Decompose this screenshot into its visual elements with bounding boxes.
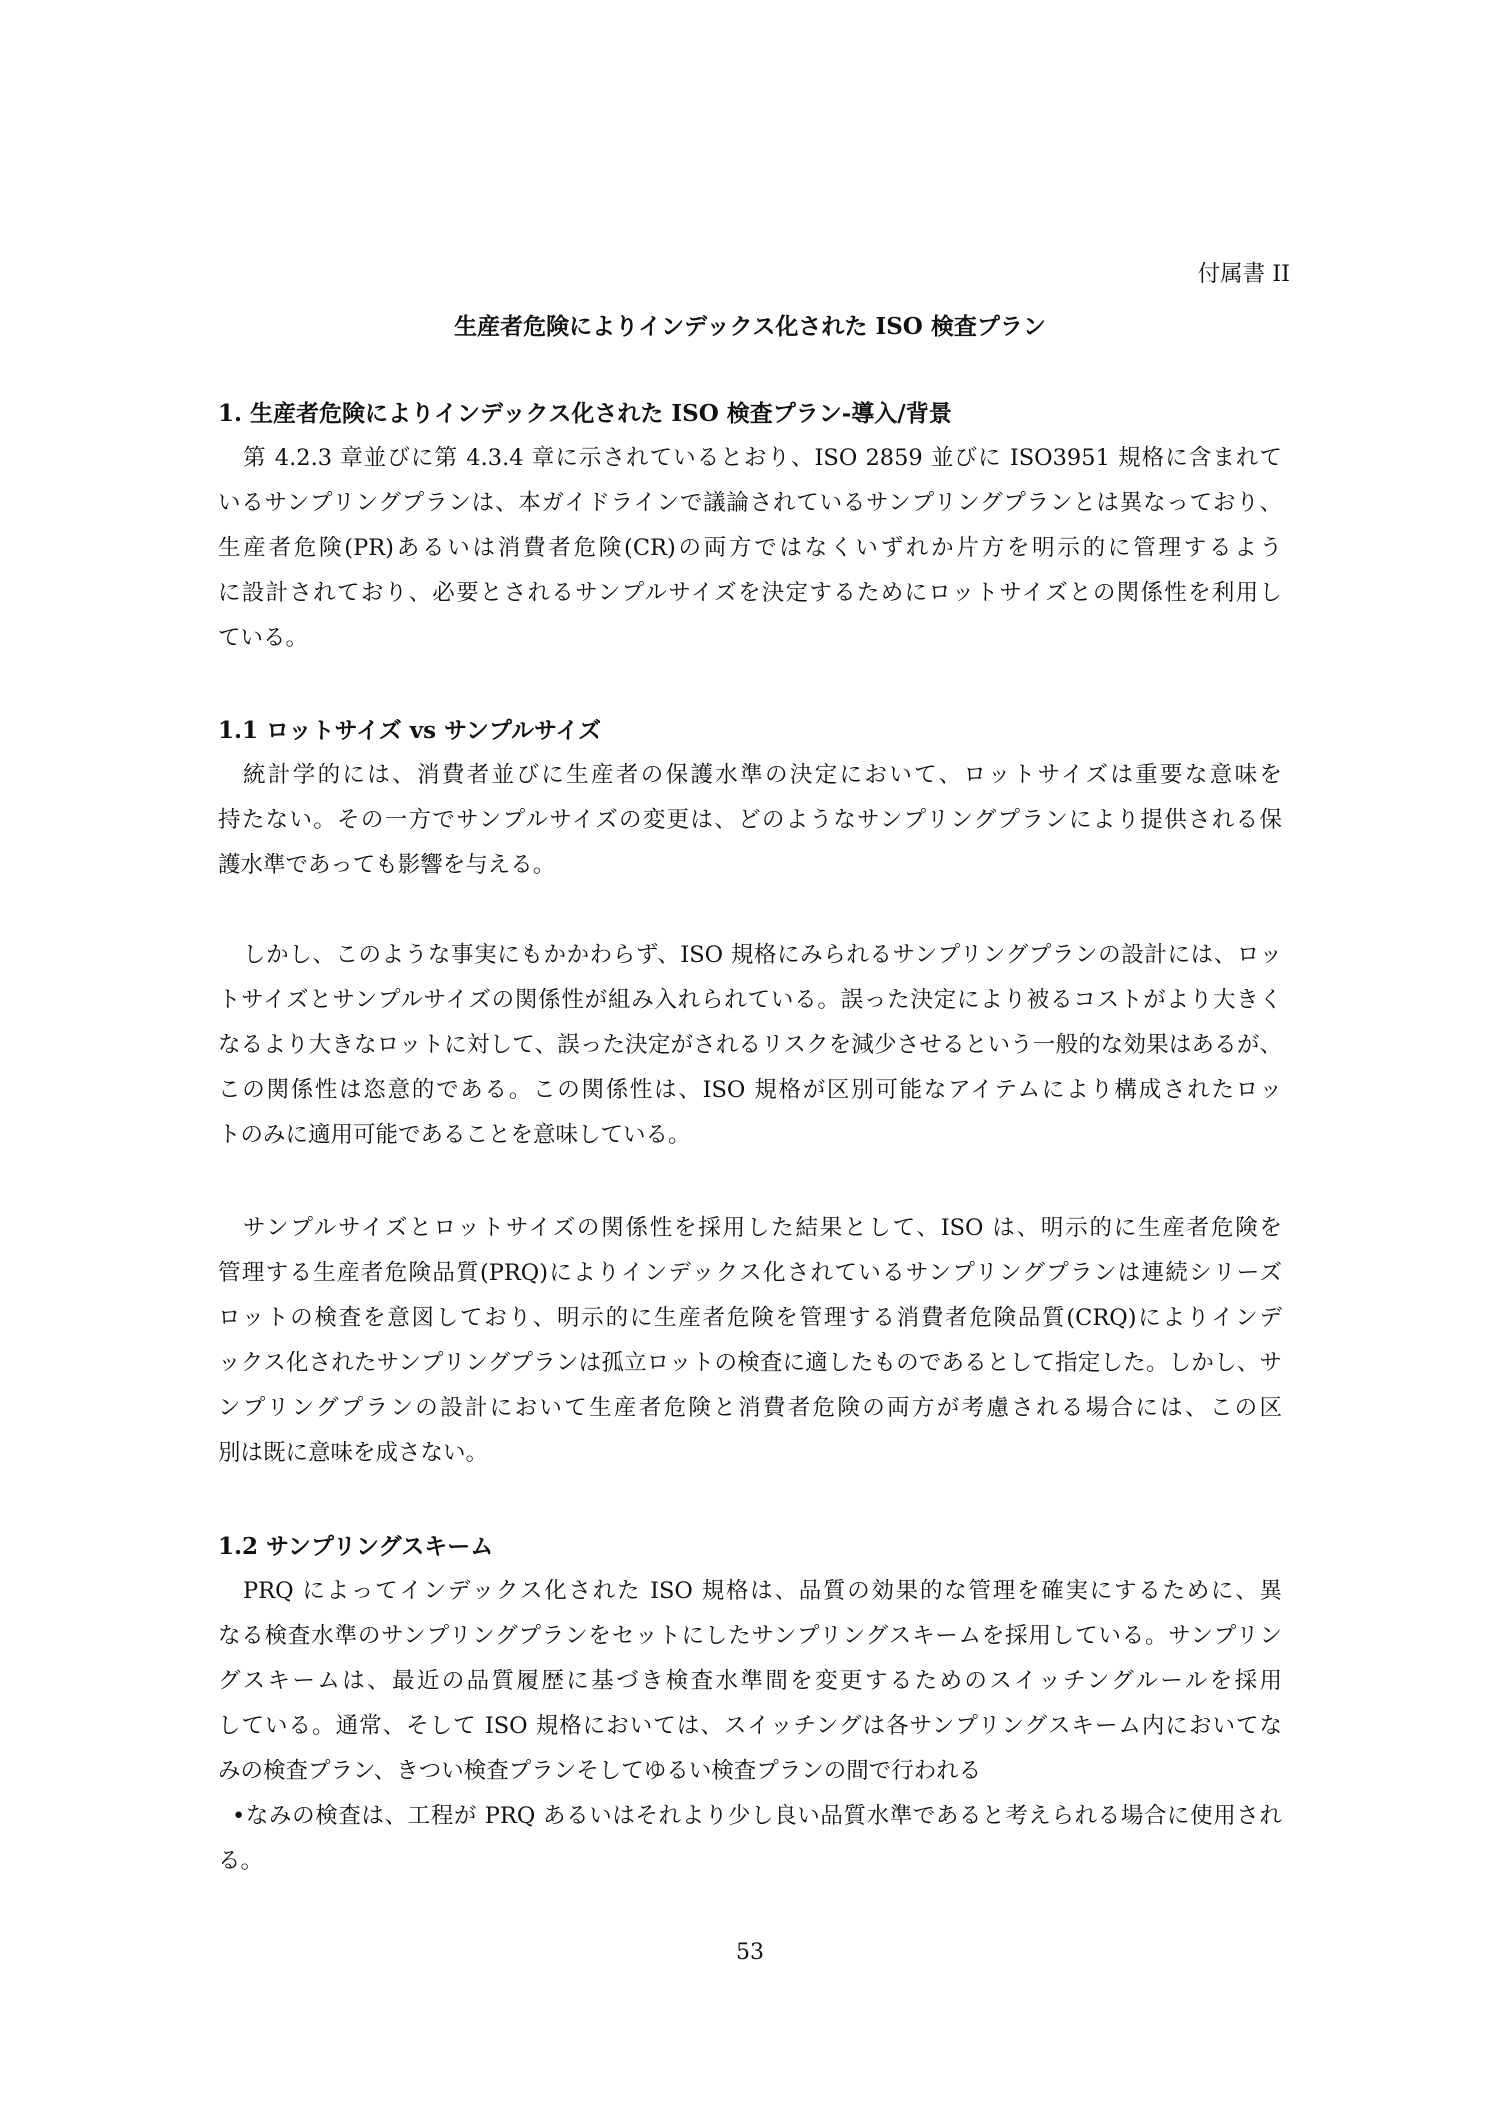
text-line: 第 4.2.3 章並びに第 4.3.4 章に示されているとおり、ISO 2859 並びに ISO3951 規格に含まれて (243, 445, 1282, 471)
text-line: PRQ によってインデックス化された ISO 規格は、品質の効果的な管理を確実にするために、異 (243, 1578, 1282, 1604)
text-line: に設計されており、必要とされるサンプルサイズを決定するためにロットサイズとの関係性を利用し (218, 580, 1282, 606)
paragraph-intro (218, 436, 1282, 661)
bullet-line: る。 (218, 1848, 264, 1874)
document-title: 生産者危険によりインデックス化された ISO 検査プラン (454, 313, 1046, 340)
text-line: ンプリングプランの設計において生産者危険と消費者危険の両方が考慮される場合には、この区 (218, 1395, 1282, 1421)
section-heading-1-2: 1.2 サンプリングスキーム (218, 1533, 494, 1560)
text-line: いるサンプリングプランは、本ガイドラインで議論されているサンプリングプランとは異なっており、 (218, 490, 1282, 516)
text-line: この関係性は恣意的である。この関係性は、ISO 規格が区別可能なアイテムにより構成されたロッ (218, 1077, 1282, 1103)
bullet-line: •なみの検査は、工程が PRQ あるいはそれより少し良い品質水準であると考えられる場合に使用され (232, 1803, 1282, 1829)
paragraph-prq-crq (218, 1206, 1282, 1476)
text-line: なる検査水準のサンプリングプランをセットにしたサンプリングスキームを採用している。サンプリン (218, 1623, 1282, 1649)
text-line: グスキームは、最近の品質履歴に基づき検査水準間を変更するためのスイッチングルールを採用 (218, 1668, 1282, 1694)
text-line: 管理する生産者危険品質(PRQ)によりインデックス化されているサンプリングプランは連続シリーズ (218, 1260, 1282, 1286)
text-line: トのみに適用可能であることを意味している。 (218, 1122, 691, 1148)
page-number: 53 (736, 1940, 764, 1965)
paragraph-lot-size (218, 753, 1282, 888)
text-line: 生産者危険(PR)あるいは消費者危険(CR)の両方ではなくいずれか片方を明示的に管理するよう (218, 535, 1282, 561)
bullet-item-normal-inspection (218, 1794, 1282, 1884)
text-line: サンプルサイズとロットサイズの関係性を採用した結果として、ISO は、明示的に生産者危険を (243, 1215, 1282, 1241)
text-line: ックス化されたサンプリングプランは孤立ロットの検査に適したものであるとして指定した。しかし、サ (218, 1350, 1282, 1376)
text-line: している。通常、そして ISO 規格においては、スイッチングは各サンプリングスキーム内においてな (218, 1713, 1282, 1739)
paragraph-iso-design (218, 933, 1282, 1158)
annex-label: 付属書 II (1197, 261, 1290, 287)
text-line: トサイズとサンプルサイズの関係性が組み入れられている。誤った決定により被るコストがより大きく (218, 987, 1282, 1013)
text-line: ロットの検査を意図しており、明示的に生産者危険を管理する消費者危険品質(CRQ)によりインデ (218, 1305, 1282, 1331)
text-line: ている。 (218, 625, 309, 651)
text-line: 別は既に意味を成さない。 (218, 1440, 489, 1466)
text-line: 持たない。その一方でサンプルサイズの変更は、どのようなサンプリングプランにより提供される保 (218, 807, 1282, 833)
text-line: なるより大きなロットに対して、誤った決定がされるリスクを減少させるという一般的な効果はあるが、 (218, 1032, 1282, 1058)
text-line: 統計学的には、消費者並びに生産者の保護水準の決定において、ロットサイズは重要な意味を (243, 762, 1282, 788)
text-line: 護水準であっても影響を与える。 (218, 852, 556, 878)
section-heading-1-1: 1.1 ロットサイズ vs サンプルサイズ (218, 717, 602, 744)
text-line: みの検査プラン、きつい検査プランそしてゆるい検査プランの間で行われる (218, 1758, 982, 1784)
text-line: しかし、このような事実にもかかわらず、ISO 規格にみられるサンプリングプランの設計には、ロッ (243, 942, 1282, 968)
section-heading-1: 1. 生産者危険によりインデックス化された ISO 検査プラン-導入/背景 (218, 400, 952, 427)
paragraph-sampling-scheme (218, 1569, 1282, 1794)
